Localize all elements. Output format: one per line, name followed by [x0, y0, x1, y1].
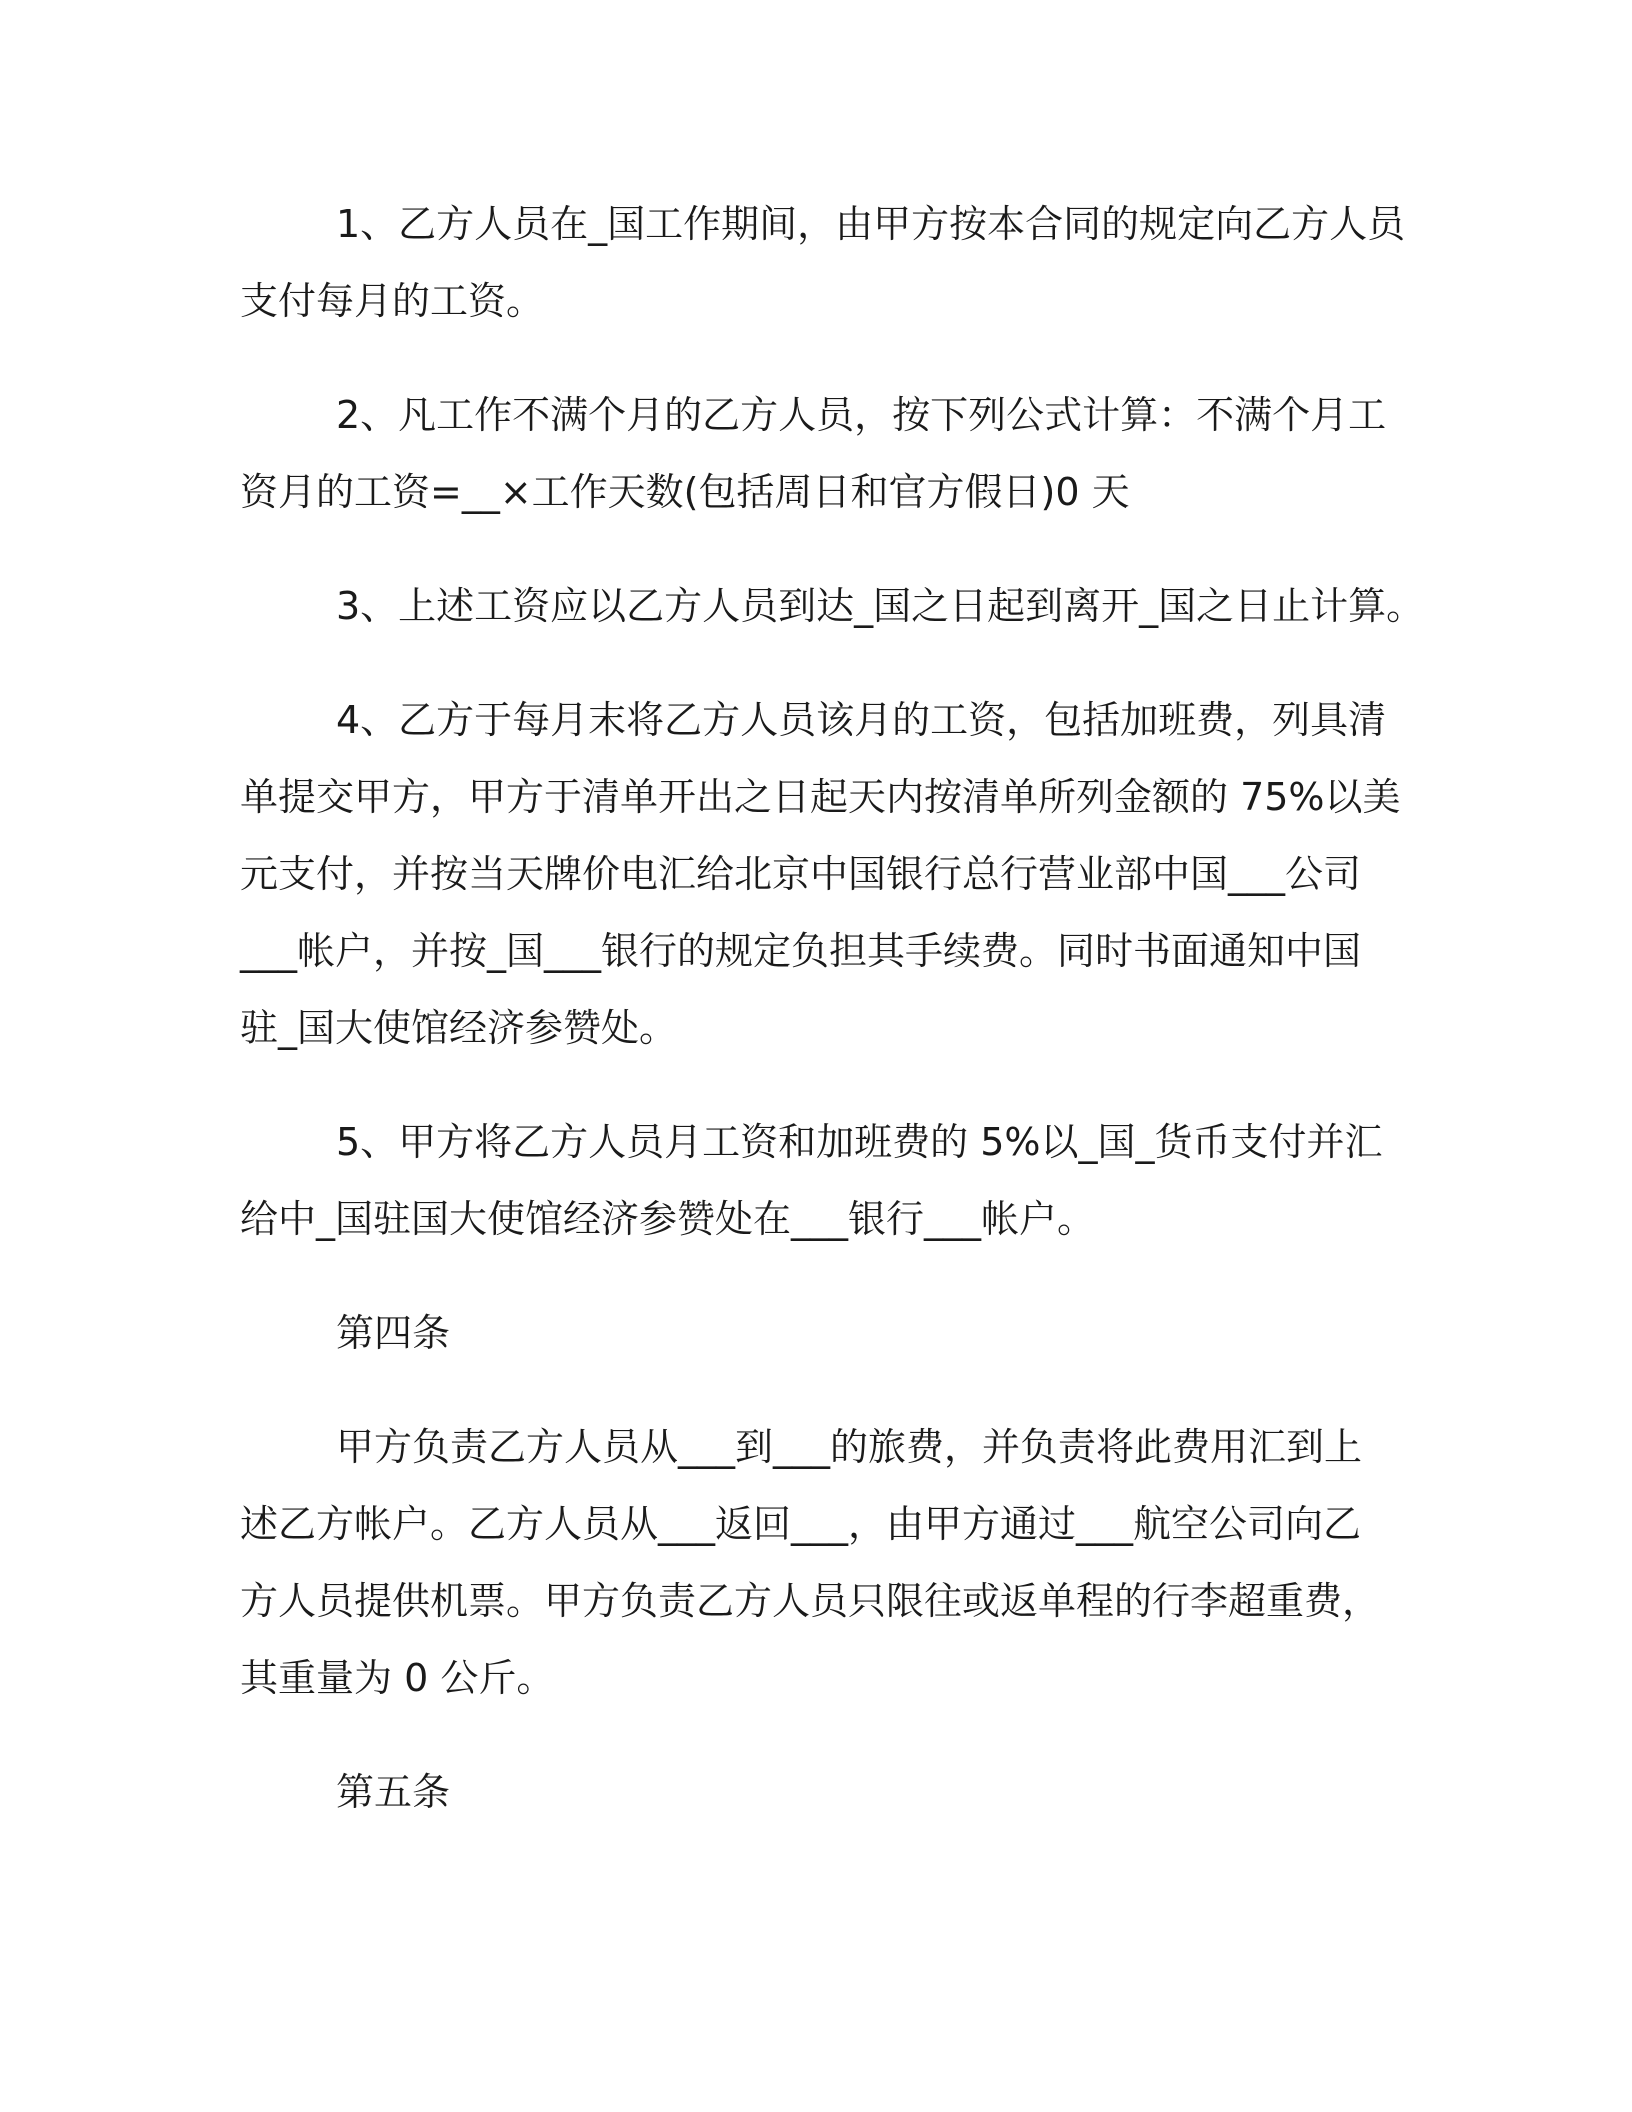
article-4-text [240, 1409, 1390, 1717]
clause-2 [240, 377, 1390, 531]
text-line: 元支付，并按当天牌价电汇给北京中国银行总行营业部中国___公司 [240, 852, 1362, 896]
text-line: 5、甲方将乙方人员月工资和加班费的 5%以_国_货币支付并汇 [336, 1120, 1383, 1164]
text-line: 1、乙方人员在_国工作期间，由甲方按本合同的规定向乙方人员 [336, 202, 1406, 246]
text-line: 甲方负责乙方人员从___到___的旅费，并负责将此费用汇到上 [336, 1425, 1363, 1469]
text-line: 给中_国驻国大使馆经济参赞处在___银行___帐户。 [240, 1197, 1096, 1241]
document-body [240, 186, 1425, 1868]
clause-1 [240, 186, 1406, 340]
clause-5 [240, 1104, 1390, 1258]
text-line: ___帐户，并按_国___银行的规定负担其手续费。同时书面通知中国 [240, 929, 1362, 973]
clause-4 [240, 682, 1401, 1067]
text-line: 方人员提供机票。甲方负责乙方人员只限往或返单程的行李超重费， [240, 1579, 1381, 1623]
text-line: 资月的工资=__×工作天数(包括周日和官方假日)0 天 [240, 470, 1130, 514]
clause-3 [240, 568, 1425, 645]
text-line: 述乙方帐户。乙方人员从___返回___，由甲方通过___航空公司向乙 [240, 1502, 1362, 1546]
text-line: 3、上述工资应以乙方人员到达_国之日起到离开_国之日止计算。 [336, 584, 1425, 628]
article-4-heading: 第四条 [336, 1311, 451, 1355]
text-line: 支付每月的工资。 [240, 279, 545, 323]
text-line: 驻_国大使馆经济参赞处。 [240, 1006, 678, 1050]
text-line: 其重量为 0 公斤。 [240, 1656, 555, 1700]
text-line: 4、乙方于每月末将乙方人员该月的工资，包括加班费，列具清 [336, 698, 1387, 742]
text-line: 2、凡工作不满个月的乙方人员，按下列公式计算：不满个月工 [336, 393, 1387, 437]
text-line: 单提交甲方，甲方于清单开出之日起天内按清单所列金额的 75%以美 [240, 775, 1401, 819]
article-5-heading: 第五条 [336, 1770, 451, 1814]
